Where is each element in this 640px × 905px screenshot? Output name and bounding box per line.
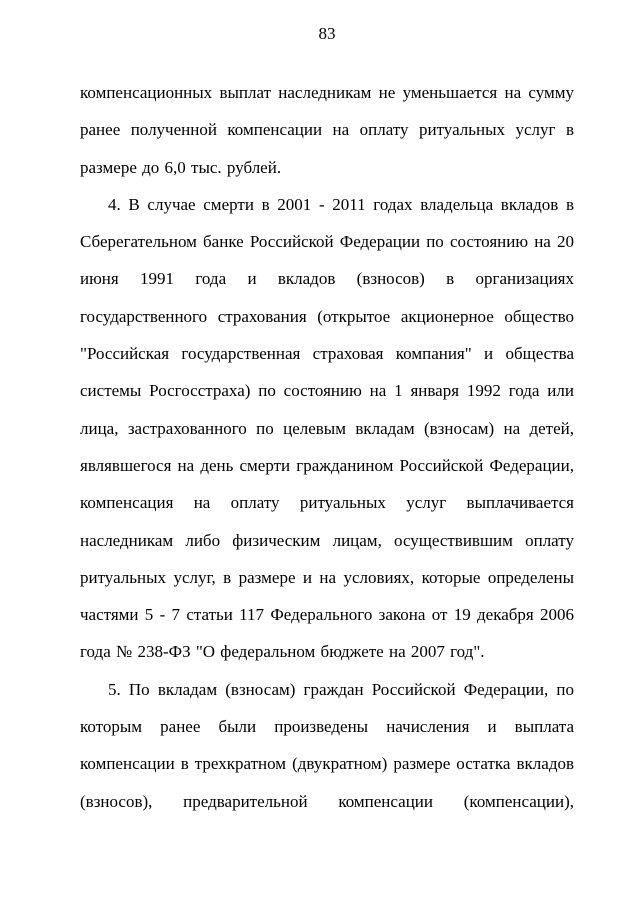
paragraph-item-4: 4. В случае смерти в 2001 - 2011 годах владельца вкладов в Сберегательном банке Российской Федерации по состоянию на 20 июня 1991 года и вкладов (взносов) в организациях государственного страхования (открытое акционерное общество "Российская государственная страховая компания" и общества системы Росгосстраха) по состоянию на 1 января 1992 года или лица, застрахованного по целевым вкладам (взносам) на детей, являвшегося на день смерти гражданином Российской Федерации, компенсация на оплату ритуальных услуг выплачивается наследникам либо физическим лицам, осуществившим оплату ритуальных услуг, в размере и на условиях, которые определены частями 5 - 7 статьи 117 Федерального закона от 19 декабря 2006 года № 238-ФЗ "О федеральном бюджете на 2007 год". <box>80 194 574 662</box>
paragraph-continuation: компенсационных выплат наследникам не уменьшается на сумму ранее полученной компенсации на оплату ритуальных услуг в размере до 6,0 тыс. рублей. <box>80 83 574 177</box>
paragraph-item-5: 5. По вкладам (взносам) граждан Российской Федерации, по которым ранее были произведены начисления и выплата компенсации в трехкратном (двукратном) размере остатка вкладов (взносов), предварительной компенсации (компенсации), <box>80 679 574 811</box>
document-body <box>80 74 574 820</box>
page-number: 83 <box>318 24 336 43</box>
